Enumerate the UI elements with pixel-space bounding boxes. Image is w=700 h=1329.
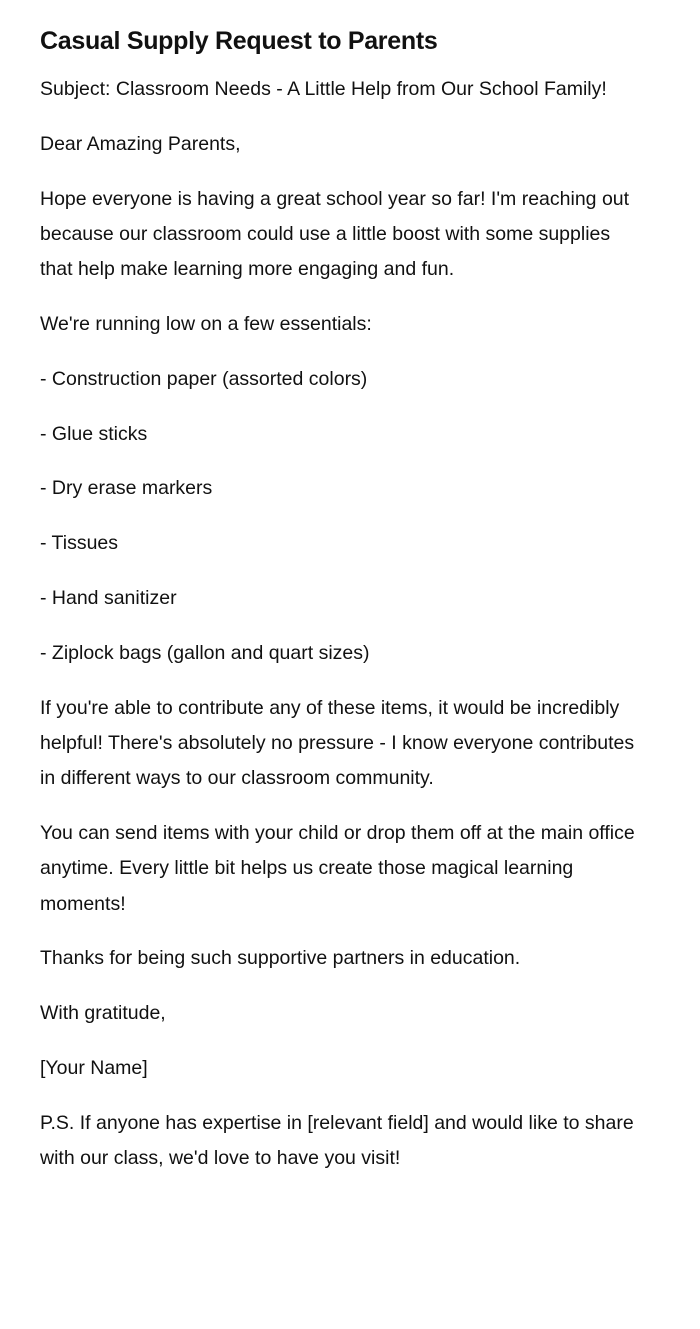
list-intro: We're running low on a few essentials: xyxy=(40,312,372,335)
thanks-paragraph: Thanks for being such supportive partners in education. xyxy=(40,947,521,970)
subject-line: Subject: Classroom Needs - A Little Help from Our School Family! xyxy=(40,78,607,100)
signature: [Your Name] xyxy=(40,1056,148,1079)
list-item: - Tissues xyxy=(40,532,119,555)
contribution-paragraph: If you're able to contribute any of these items, it would be incredibly helpful! There's absolutely no pressure - I know everyone contributes in different ways to our classroom community. xyxy=(40,696,635,790)
document-title: Casual Supply Request to Parents xyxy=(40,27,438,55)
list-item: - Glue sticks xyxy=(40,422,148,445)
closing: With gratitude, xyxy=(40,1002,166,1025)
intro-paragraph: Hope everyone is having a great school year so far! I'm reaching out because our classroom could use a little boost with some supplies that help make learning more engaging and fun. xyxy=(40,187,630,281)
list-item: - Dry erase markers xyxy=(40,477,213,500)
list-item: - Hand sanitizer xyxy=(40,586,177,609)
list-item: - Construction paper (assorted colors) xyxy=(40,367,368,390)
list-item: - Ziplock bags (gallon and quart sizes) xyxy=(40,641,370,664)
greeting: Dear Amazing Parents, xyxy=(40,132,241,155)
postscript: P.S. If anyone has expertise in [relevant field] and would like to share with our class, we'd love to have you visit! xyxy=(40,1111,634,1170)
delivery-paragraph: You can send items with your child or drop them off at the main office anytime. Every little bit helps us create those magical learning moments! xyxy=(40,821,635,915)
